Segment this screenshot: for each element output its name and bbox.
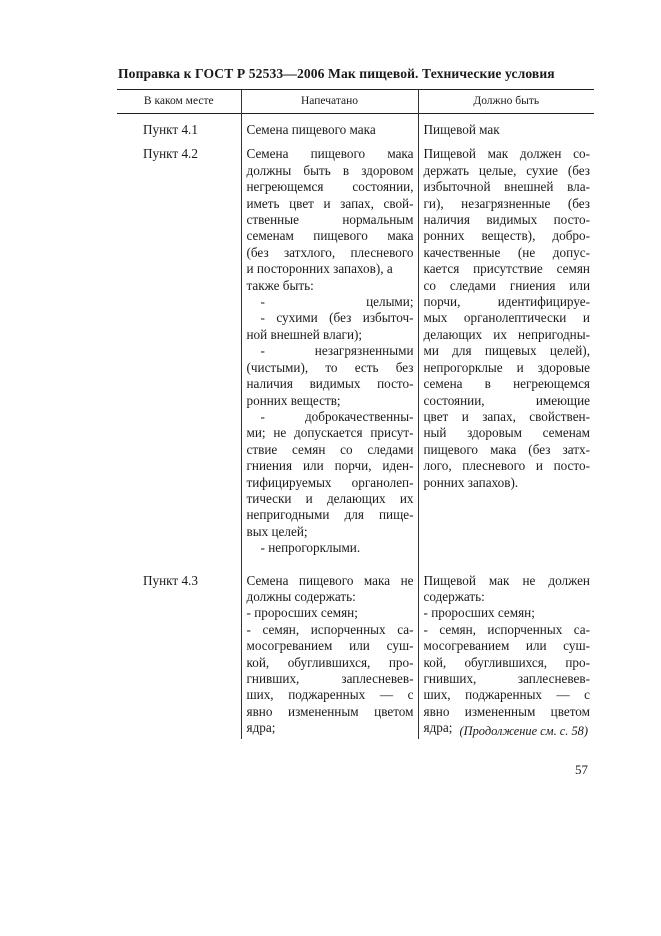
text-line: мосогреванием или суш- (246, 638, 414, 654)
text-line: ги), незагрязненные (без (423, 195, 590, 211)
text-line: ронних веществ), добро- (423, 228, 590, 244)
text-line: ших, поджаренных — с (423, 687, 590, 703)
text-line: порчи, идентифицируе- (423, 294, 590, 310)
text-line: Семена пищевого мака (246, 122, 376, 137)
text-line: ядра; (423, 720, 453, 736)
text-line: - непрогорклыми. (260, 540, 361, 556)
text-line: - доброкачественны- (260, 408, 414, 424)
text-line: - семян, испорченных са- (423, 621, 590, 637)
text-line: явно измененным цветом (246, 703, 414, 719)
text-line: иметь цвет и запах, свой- (246, 195, 414, 211)
text-line: ственные нормальным (246, 212, 414, 228)
row-correct-text (418, 114, 594, 143)
text-line: состоянии, имеющие (423, 392, 590, 408)
text-line: цвет и запах, свойствен- (423, 408, 590, 424)
text-line: Семена пищевого мака не (246, 572, 414, 588)
text-line: Пищевой мак (423, 122, 500, 137)
text-line: негреющемся состоянии, (246, 179, 414, 195)
text-line: со следами гниения или (423, 277, 590, 293)
continuation-note: (Продолжение см. с. 58) (459, 724, 588, 738)
text-line: ный здоровым семенам (423, 425, 590, 441)
header-place: В каком месте (143, 95, 214, 107)
text-line: - семян, испорченных са- (246, 621, 414, 637)
text-line: непрогорклые и здоровые (423, 359, 590, 375)
text-line: - сухими (без избыточ- (260, 310, 414, 326)
text-line: тифицируемых органолеп- (246, 474, 414, 490)
text-line: - целыми; (260, 294, 414, 310)
text-line: кается присутствие семян (423, 261, 590, 277)
text-line: ми; не допускается присут- (246, 425, 414, 441)
text-line: непригодными для пище- (246, 507, 414, 523)
text-line: вых целей; (246, 523, 308, 539)
text-line: наличия видимых посто- (423, 212, 590, 228)
text-line: тически и делающих их (246, 490, 414, 506)
table-row (117, 142, 594, 568)
text-line: избыточной внешней вла- (423, 179, 590, 195)
text-line: (без затхлого, плесневого (246, 244, 414, 260)
text-line: должны быть в здоровом (246, 162, 414, 178)
text-line: ной внешней влаги); (246, 326, 363, 342)
row-place: Пункт 4.2 (143, 146, 198, 162)
amendment-table (117, 89, 594, 739)
text-line: кой, обуглившихся, про- (423, 654, 590, 670)
text-line: лого, плесневого и посто- (423, 458, 590, 474)
row-place: Пункт 4.1 (143, 122, 198, 137)
text-line: семенам пищевого мака (246, 228, 414, 244)
text-line: ядра; (246, 720, 276, 736)
text-line: ми для пищевых целей), (423, 343, 590, 359)
text-line: гнивших, заплесневев- (423, 671, 590, 686)
text-line: и посторонних запахов), а (246, 261, 393, 277)
text-line: Пищевой мак не должен (423, 572, 590, 588)
text-line: Пищевой мак должен со- (423, 146, 590, 162)
row-correct-text (418, 142, 594, 568)
text-line: Семена пищевого мака (246, 146, 414, 162)
text-line: - незагрязненными (260, 343, 414, 359)
page-number: 57 (575, 762, 588, 777)
row-place: Пункт 4.3 (143, 572, 198, 588)
text-line: гниения или порчи, иден- (246, 458, 414, 474)
row-printed-text (241, 142, 418, 568)
text-line: держать целые, сухие (без (423, 162, 590, 178)
text-line: ших, поджаренных — с (246, 687, 414, 703)
text-line: делающих их непригодны- (423, 326, 590, 342)
text-line: мосогреванием или суш- (423, 638, 590, 654)
text-line: кой, обуглившихся, про- (246, 654, 414, 670)
text-line: явно измененным цветом (423, 703, 590, 719)
text-line: должны содержать: (246, 588, 356, 604)
table-header-row (117, 90, 594, 114)
table-row (117, 569, 594, 739)
text-line: - проросших семян; (246, 605, 358, 621)
page-title: Поправка к ГОСТ Р 52533—2006 Мак пищевой. Технические условия (118, 66, 555, 81)
text-line: также быть: (246, 277, 314, 293)
row-correct-text (418, 569, 594, 739)
text-line: ствие семян со следами (246, 441, 414, 457)
text-line: ронних запахов). (423, 474, 519, 490)
text-line: гнивших, заплесневев- (246, 671, 414, 686)
text-line: ронних веществ; (246, 392, 341, 408)
text-line: - проросших семян; (423, 605, 535, 621)
text-line: качественные (не допус- (423, 244, 590, 260)
table-row (117, 114, 594, 143)
text-line: наличия видимых посто- (246, 376, 414, 392)
row-printed-text (241, 569, 418, 739)
row-printed-text (241, 114, 418, 143)
text-line: пищевого мака (без затх- (423, 441, 590, 457)
text-line: (чистыми), то есть без (246, 359, 414, 375)
text-line: семена в негреющемся (423, 376, 590, 392)
header-correct: Должно быть (418, 90, 594, 114)
text-line: мых органолептически и (423, 310, 590, 326)
header-printed: Напечатано (241, 90, 418, 114)
text-line: содержать: (423, 588, 485, 604)
